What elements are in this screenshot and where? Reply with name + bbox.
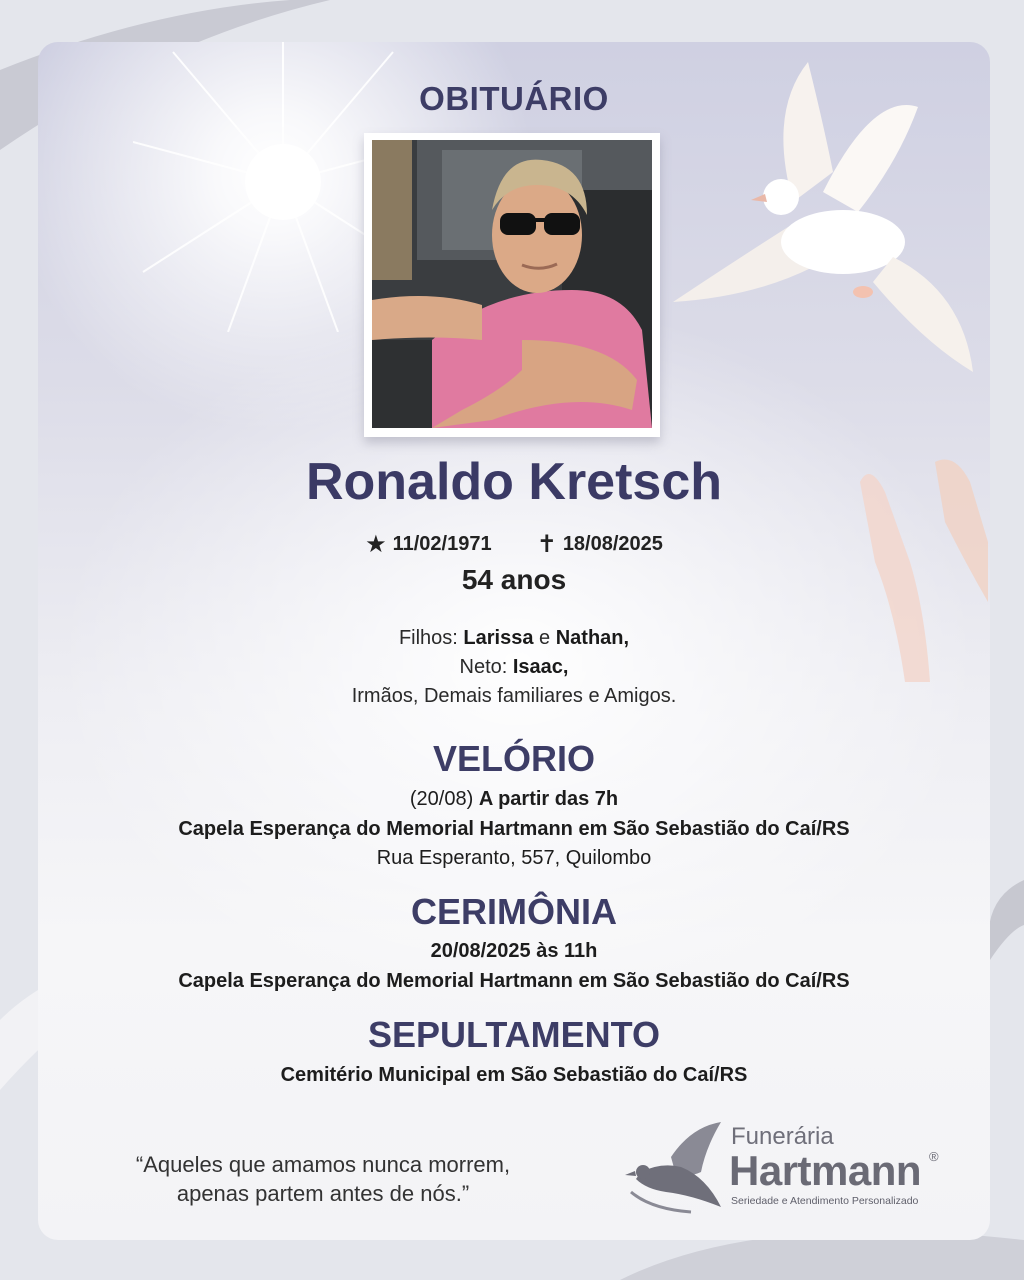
logo-subtitle: Funerária — [731, 1123, 834, 1150]
funeral-home-logo — [621, 1117, 951, 1217]
portrait-photo — [372, 140, 652, 428]
memorial-quote: “Aqueles que amamos nunca morrem, apenas partem antes de nós.” — [135, 1152, 511, 1206]
logo-name: Hartmann — [729, 1147, 922, 1194]
life-dates — [38, 530, 990, 559]
portrait-frame — [364, 133, 660, 437]
dove-logo-icon — [621, 1117, 731, 1217]
cerimonia-heading: CERIMÔNIA — [411, 891, 617, 932]
velorio-heading: VELÓRIO — [432, 738, 596, 779]
star-icon: ★ — [365, 531, 387, 558]
sepultamento-place: Cemitério Municipal em São Sebastião do Caí/RS — [280, 1064, 748, 1086]
death-date: 18/08/2025 — [562, 533, 663, 555]
birth-date: 11/02/1971 — [392, 533, 492, 555]
velorio-place: Capela Esperança do Memorial Hartmann em São Sebastião do Caí/RS — [178, 818, 850, 840]
cerimonia-place: Capela Esperança do Memorial Hartmann em São Sebastião do Caí/RS — [178, 970, 850, 992]
logo-tagline: Seriedade e Atendimento Personalizado — [731, 1195, 919, 1207]
velorio-address: Rua Esperanto, 557, Quilombo — [376, 847, 652, 869]
registered-mark: ® — [929, 1149, 939, 1164]
age: 54 anos — [461, 564, 567, 595]
deceased-name: Ronaldo Kretsch — [305, 453, 723, 511]
sepultamento-heading: SEPULTAMENTO — [367, 1014, 660, 1055]
grandchild-name: Isaac, — [512, 656, 569, 678]
cross-icon: ✝ — [536, 531, 557, 558]
velorio-date: (20/08) A partir das 7h — [409, 788, 619, 810]
relatives-line: Irmãos, Demais familiares e Amigos. — [351, 685, 677, 707]
obituary-heading: OBITUÁRIO — [419, 80, 609, 117]
children-line: Filhos: Larissa e Nathan, — [398, 627, 630, 649]
cerimonia-datetime: 20/08/2025 às 11h — [430, 940, 598, 962]
family-list — [38, 624, 990, 711]
obituary-card — [38, 42, 990, 1240]
child-name: Nathan, — [555, 627, 630, 649]
grandchild-line: Neto: Isaac, — [459, 656, 569, 678]
velorio-time: A partir das 7h — [478, 788, 619, 810]
child-name: Larissa — [463, 627, 534, 649]
